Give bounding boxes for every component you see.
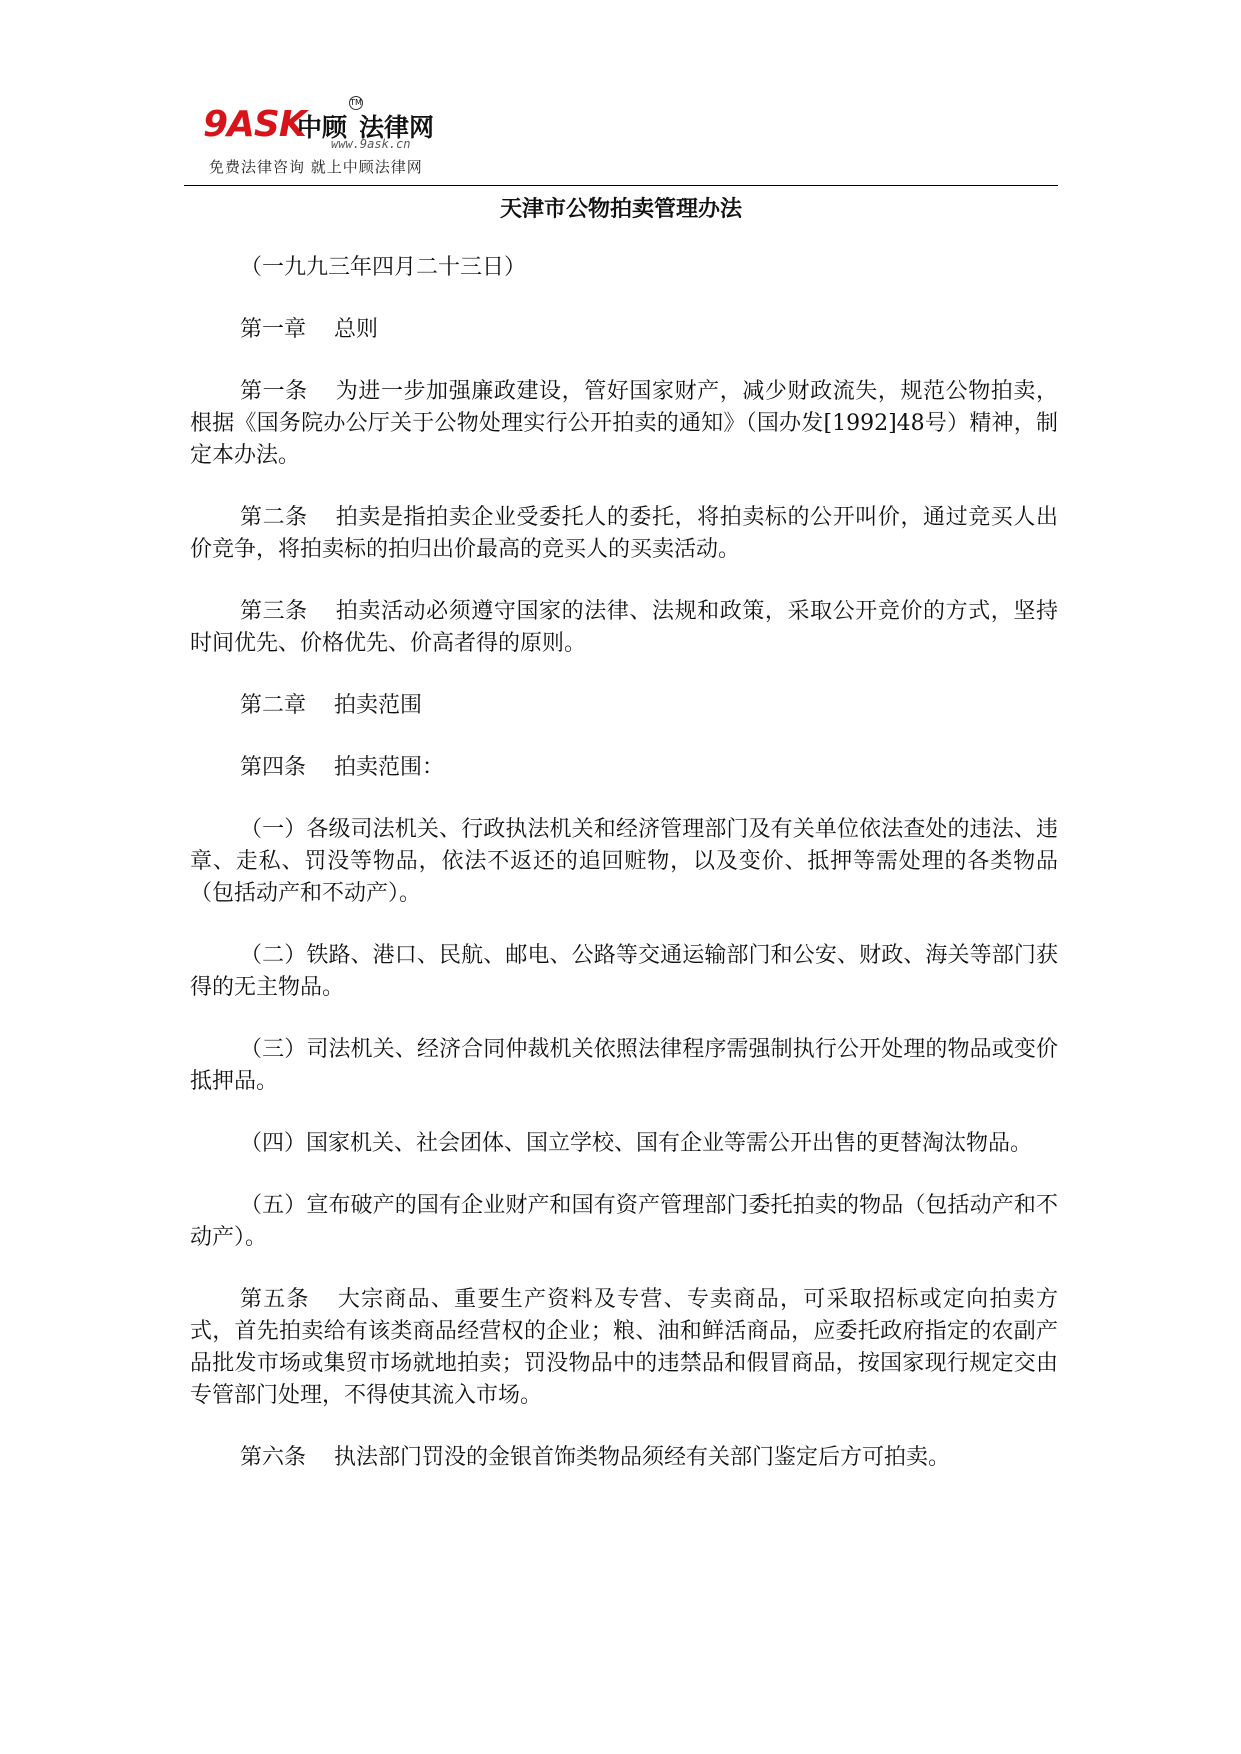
- paragraph-text: 执法部门罚没的金银首饰类物品须经有关部门鉴定后方可拍卖。: [334, 1445, 951, 1470]
- logo-mark: 9ASK: [203, 104, 306, 145]
- paragraph: [190, 752, 1058, 784]
- paragraph-text: （一九九三年四月二十三日）: [240, 255, 527, 280]
- paragraph: [190, 596, 1058, 660]
- paragraph-text: 拍卖范围: [334, 693, 423, 718]
- logo-slogan: 免费法律咨询 就上中顾法律网: [209, 158, 423, 176]
- article-heading: 第五条: [240, 1287, 310, 1312]
- logo-name-part2: 法律网: [359, 113, 435, 142]
- paragraph-text: （五）宣布破产的国有企业财产和国有资产管理部门委托拍卖的物品（包括动产和不动产）。: [190, 1193, 1058, 1250]
- paragraph: [190, 1190, 1058, 1254]
- paragraph-text: 总则: [334, 317, 379, 342]
- paragraph-text: （一）各级司法机关、行政执法机关和经济管理部门及有关单位依法查处的违法、违章、走私、罚没等物品，依法不返还的追回赃物，以及变价、抵押等需处理的各类物品（包括动产和不动产）。: [190, 817, 1058, 906]
- paragraph-text: 拍卖范围：: [334, 755, 445, 780]
- paragraph: [190, 1034, 1058, 1098]
- paragraph-text: 为进一步加强廉政建设，管好国家财产，减少财政流失，规范公物拍卖，根据《国务院办公厅关于公物处理实行公开拍卖的通知》（国办发[1992]48号）精神，制定本办法。: [190, 379, 1058, 468]
- logo-name-part1: 中顾: [297, 113, 348, 142]
- paragraph: [190, 1284, 1058, 1412]
- header-divider: [184, 185, 1058, 186]
- paragraph: [190, 252, 1058, 284]
- paragraph-text: （四）国家机关、社会团体、国立学校、国有企业等需公开出售的更替淘汰物品。: [240, 1131, 1033, 1156]
- article-heading: 第一章: [240, 317, 307, 342]
- article-heading: 第四条: [240, 755, 307, 780]
- paragraph: [190, 690, 1058, 722]
- paragraph-text: 拍卖活动必须遵守国家的法律、法规和政策，采取公开竞价的方式，坚持时间优先、价格优先、价高者得的原则。: [190, 599, 1058, 656]
- paragraph-text: （三）司法机关、经济合同仲裁机关依照法律程序需强制执行公开处理的物品或变价抵押品。: [190, 1037, 1058, 1094]
- paragraph: [190, 814, 1058, 910]
- paragraph: [190, 502, 1058, 566]
- paragraph: [190, 1442, 1058, 1474]
- logo-url: www.9ask.cn: [331, 137, 411, 151]
- paragraph-text: 大宗商品、重要生产资料及专营、专卖商品，可采取招标或定向拍卖方式，首先拍卖给有该类商品经营权的企业；粮、油和鲜活商品，应委托政府指定的农副产品批发市场或集贸市场就地拍卖；罚没物品中的违禁品和假冒商品，按国家现行规定交由专管部门处理，不得使其流入市场。: [190, 1287, 1058, 1408]
- paragraph-text: 拍卖是指拍卖企业受委托人的委托，将拍卖标的公开叫价，通过竞买人出价竞争，将拍卖标的拍归出价最高的竞买人的买卖活动。: [190, 505, 1058, 562]
- trademark-icon: TM: [349, 96, 363, 110]
- paragraph: [190, 1128, 1058, 1160]
- paragraph: [190, 940, 1058, 1004]
- site-logo: [203, 96, 463, 178]
- paragraph: [190, 314, 1058, 346]
- paragraph: [190, 376, 1058, 472]
- paragraph-text: （二）铁路、港口、民航、邮电、公路等交通运输部门和公安、财政、海关等部门获得的无主物品。: [190, 943, 1058, 1000]
- article-heading: 第二章: [240, 693, 307, 718]
- article-heading: 第六条: [240, 1445, 307, 1470]
- article-heading: 第二条: [240, 505, 308, 530]
- article-heading: 第一条: [240, 379, 308, 404]
- document-body: [190, 252, 1058, 1504]
- article-heading: 第三条: [240, 599, 308, 624]
- document-title: 天津市公物拍卖管理办法: [499, 197, 742, 222]
